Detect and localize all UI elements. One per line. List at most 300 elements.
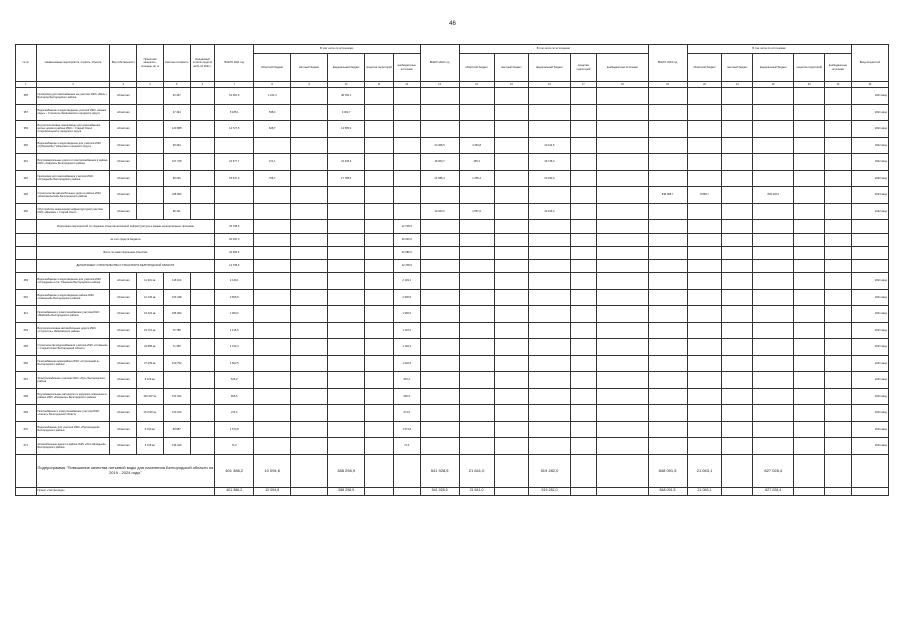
table-cell xyxy=(825,487,852,495)
table-cell xyxy=(420,187,459,204)
table-cell xyxy=(570,487,597,495)
table-cell: 5 010 кв. xyxy=(137,421,164,438)
investment-table xyxy=(15,44,889,496)
table-cell: областная xyxy=(110,104,137,121)
column-number: 12 xyxy=(393,82,420,88)
table-cell: 519 282,0 xyxy=(529,454,570,487)
table-cell xyxy=(365,234,394,247)
section-title: Всего по инвестиционным объектам xyxy=(36,247,215,260)
table-cell xyxy=(722,421,753,438)
table-cell xyxy=(494,289,529,306)
table-cell: 17 788,6 xyxy=(328,170,365,187)
table-cell xyxy=(291,289,328,306)
table-cell: 14 727,5 xyxy=(215,121,254,138)
table-cell xyxy=(570,247,597,260)
table-row xyxy=(16,104,889,121)
table-cell xyxy=(722,104,753,121)
table-cell: 515,2 xyxy=(393,372,420,389)
table-cell xyxy=(459,322,494,339)
table-cell xyxy=(254,322,291,339)
table-cell xyxy=(190,372,215,389)
table-cell xyxy=(597,322,648,339)
table-cell: 1 867,0 xyxy=(459,203,494,220)
table-cell: 120 888 xyxy=(163,121,190,138)
table-cell xyxy=(393,121,420,138)
table-cell xyxy=(420,421,459,438)
table-row xyxy=(16,273,889,290)
table-cell xyxy=(328,187,365,204)
table-cell xyxy=(722,438,753,455)
table-cell: 109 448 xyxy=(163,289,190,306)
table-cell: 2021 ввод xyxy=(851,438,888,455)
table-cell xyxy=(328,355,365,372)
table-cell: 606,5 xyxy=(393,388,420,405)
table-cell xyxy=(570,405,597,422)
table-cell xyxy=(291,88,328,105)
table-cell xyxy=(753,322,794,339)
table-cell xyxy=(365,187,394,204)
row-number: 666 xyxy=(16,355,37,372)
table-cell xyxy=(597,421,648,438)
table-cell xyxy=(494,121,529,138)
table-cell xyxy=(328,438,365,455)
row-number: 357 xyxy=(16,104,37,121)
table-cell xyxy=(687,372,722,389)
table-row xyxy=(16,247,889,260)
table-cell xyxy=(597,289,648,306)
table-cell: 606,5 xyxy=(215,388,254,405)
table-cell xyxy=(190,322,215,339)
table-cell xyxy=(753,273,794,290)
table-cell xyxy=(794,247,825,260)
table-cell xyxy=(420,260,459,273)
table-cell: 95 411 xyxy=(163,203,190,220)
table-cell xyxy=(393,203,420,220)
table-cell xyxy=(722,273,753,290)
table-row xyxy=(16,421,889,438)
table-cell xyxy=(753,260,794,273)
table-cell xyxy=(291,355,328,372)
table-cell xyxy=(393,487,420,495)
table-cell xyxy=(529,88,570,105)
table-cell xyxy=(648,273,687,290)
table-cell xyxy=(459,88,494,105)
table-cell xyxy=(648,121,687,138)
table-cell xyxy=(190,121,215,138)
table-cell xyxy=(365,88,394,105)
header-cost: Сметная стоимость xyxy=(163,45,190,82)
table-cell xyxy=(825,234,852,247)
table-cell xyxy=(825,88,852,105)
table-cell: 21 641,0 xyxy=(459,487,494,495)
section-title: Реализация мероприятий по созданию объектов жилищной инфраструктуры в рамках муниципальных программ xyxy=(36,220,215,234)
table-cell xyxy=(687,247,722,260)
header-source: средства территорий xyxy=(570,54,597,82)
table-cell xyxy=(365,339,394,356)
table-cell: 401 386,2 xyxy=(215,487,254,495)
table-cell xyxy=(597,487,648,495)
table-cell xyxy=(597,154,648,171)
table-cell xyxy=(494,355,529,372)
table-cell: 20 000,0 xyxy=(393,234,420,247)
table-cell xyxy=(687,273,722,290)
object-name: Внутрипоселковые автомобильные дороги ИЖС «Строитель» Яковлевского района xyxy=(36,322,110,339)
table-cell xyxy=(597,203,648,220)
table-cell xyxy=(365,220,394,234)
table-cell xyxy=(494,487,529,495)
table-cell xyxy=(190,137,215,154)
table-cell: 100 307 кв. xyxy=(137,388,164,405)
table-cell: 12 708,9 xyxy=(215,260,254,273)
table-cell xyxy=(529,260,570,273)
table-cell xyxy=(459,187,494,204)
table-cell xyxy=(570,170,597,187)
table-cell xyxy=(648,247,687,260)
table-cell: 21 063,1 xyxy=(687,487,722,495)
header-group-2021: В том числе по источникам: xyxy=(254,45,420,54)
table-cell xyxy=(190,388,215,405)
table-cell: 848 088,7 xyxy=(648,187,687,204)
table-cell: 2022 ввод xyxy=(851,154,888,171)
table-cell: 1 192,3 xyxy=(393,339,420,356)
table-row xyxy=(16,355,889,372)
table-cell xyxy=(825,137,852,154)
table-cell: 2021 ввод xyxy=(851,322,888,339)
table-cell xyxy=(137,187,164,204)
table-cell xyxy=(291,388,328,405)
table-cell xyxy=(753,438,794,455)
object-name: Водоснабжение и водоотведение района ИЖС «Северный» Белгородского района xyxy=(36,289,110,306)
table-cell: областная xyxy=(110,137,137,154)
header-no: № пп xyxy=(16,45,37,82)
header-name: Наименование мероприятия, отрасль, объекта xyxy=(36,45,110,82)
table-cell xyxy=(328,260,365,273)
table-cell xyxy=(254,405,291,422)
table-cell xyxy=(648,260,687,273)
table-cell: 21 063,1 xyxy=(687,454,722,487)
table-cell: 2023 ввод xyxy=(851,187,888,204)
table-cell xyxy=(851,247,888,260)
table-cell xyxy=(597,220,648,234)
header-remaining: Ожидаемый остаток средств на 01.01.2021 г. xyxy=(190,45,215,82)
header-source: внебюджетные источники xyxy=(393,54,420,82)
total-row xyxy=(16,487,889,495)
table-cell: 32 467 xyxy=(163,88,190,105)
table-cell xyxy=(648,339,687,356)
table-cell xyxy=(687,137,722,154)
table-cell xyxy=(459,289,494,306)
table-cell xyxy=(16,454,37,487)
table-cell: 71 356 xyxy=(163,339,190,356)
row-number: 362 xyxy=(16,170,37,187)
table-cell: 2021 ввод xyxy=(851,104,888,121)
table-cell xyxy=(794,438,825,455)
table-cell xyxy=(794,273,825,290)
table-cell xyxy=(648,234,687,247)
table-cell xyxy=(291,322,328,339)
table-cell: 24 677,7 xyxy=(215,154,254,171)
row-number: 670 xyxy=(16,421,37,438)
table-cell xyxy=(420,247,459,260)
page-number: 46 xyxy=(449,21,456,27)
column-number: 17 xyxy=(570,82,597,88)
header-source: средства территорий xyxy=(794,54,825,82)
table-row xyxy=(16,322,889,339)
table-cell xyxy=(291,487,328,495)
table-row xyxy=(16,137,889,154)
table-cell xyxy=(190,438,215,455)
column-number: 4 xyxy=(137,82,164,88)
table-cell xyxy=(851,487,888,495)
table-cell xyxy=(753,372,794,389)
table-cell xyxy=(648,203,687,220)
table-cell: 515,2 xyxy=(215,372,254,389)
header-source: федеральный бюджет xyxy=(328,54,365,82)
table-cell: 1 602,5 xyxy=(393,355,420,372)
column-number: 2 xyxy=(36,82,110,88)
table-cell: 38 494 xyxy=(163,137,190,154)
table-cell xyxy=(254,247,291,260)
table-cell: 2021 ввод xyxy=(851,289,888,306)
table-cell xyxy=(529,104,570,121)
table-cell xyxy=(328,289,365,306)
table-cell xyxy=(722,88,753,105)
table-cell xyxy=(648,438,687,455)
table-cell: 848 091,5 xyxy=(648,454,687,487)
table-row xyxy=(16,187,889,204)
header-source: федеральный бюджет xyxy=(753,54,794,82)
table-cell: 71,0 xyxy=(393,438,420,455)
table-cell: 2022 ввод xyxy=(851,203,888,220)
row-number: 669 xyxy=(16,405,37,422)
table-cell xyxy=(420,405,459,422)
table-cell xyxy=(825,339,852,356)
table-cell xyxy=(190,339,215,356)
row-number: 668 xyxy=(16,388,37,405)
table-cell xyxy=(570,220,597,234)
table-cell xyxy=(190,289,215,306)
table-cell: 1 241,4 xyxy=(254,88,291,105)
table-row xyxy=(16,260,889,273)
table-cell: областная xyxy=(110,322,137,339)
table-cell xyxy=(328,388,365,405)
table-cell xyxy=(529,121,570,138)
table-cell xyxy=(137,154,164,171)
table-cell xyxy=(687,104,722,121)
table-cell xyxy=(648,154,687,171)
table-cell xyxy=(137,137,164,154)
table-cell: 2022 ввод xyxy=(851,137,888,154)
table-cell xyxy=(291,421,328,438)
table-cell: 2021 ввод xyxy=(851,273,888,290)
table-cell: 471,1 xyxy=(254,154,291,171)
table-cell: 274,6 xyxy=(215,405,254,422)
table-cell xyxy=(722,121,753,138)
table-cell xyxy=(570,306,597,323)
table-cell: 839 220,0 xyxy=(753,187,794,204)
table-cell xyxy=(753,220,794,234)
table-cell xyxy=(597,170,648,187)
header-source: областной бюджет xyxy=(254,54,291,82)
table-cell xyxy=(254,339,291,356)
table-cell xyxy=(648,388,687,405)
table-cell xyxy=(459,273,494,290)
header-source: областной бюджет xyxy=(687,54,722,82)
table-cell xyxy=(687,121,722,138)
table-cell xyxy=(365,203,394,220)
table-cell xyxy=(794,372,825,389)
row-number: 360 xyxy=(16,137,37,154)
table-cell xyxy=(459,247,494,260)
table-cell: 2021 ввод xyxy=(851,372,888,389)
column-number: 8 xyxy=(254,82,291,88)
row-number: 483 xyxy=(16,273,37,290)
table-cell xyxy=(291,260,328,273)
table-cell xyxy=(420,88,459,105)
table-cell xyxy=(597,454,648,487)
object-name: Водоснабжение и водоотведение участков ИЖС «Новые сады» г. Строитель Яковлевского городского округа xyxy=(36,104,110,121)
table-cell xyxy=(570,187,597,204)
table-cell xyxy=(494,372,529,389)
table-cell xyxy=(529,187,570,204)
table-cell xyxy=(420,273,459,290)
table-cell: 10 094,6 xyxy=(254,487,291,495)
table-cell xyxy=(794,154,825,171)
table-cell xyxy=(393,154,420,171)
table-cell xyxy=(825,187,852,204)
table-cell: областная xyxy=(110,121,137,138)
table-cell xyxy=(291,121,328,138)
table-cell xyxy=(459,388,494,405)
table-cell xyxy=(365,421,394,438)
table-cell xyxy=(137,170,164,187)
table-cell xyxy=(254,220,291,234)
table-cell: 1 574,8 xyxy=(393,421,420,438)
table-cell xyxy=(215,187,254,204)
table-cell xyxy=(570,438,597,455)
table-cell xyxy=(794,421,825,438)
table-cell xyxy=(597,137,648,154)
header-source: местный бюджет xyxy=(291,54,328,82)
header-group-2023: В том числе по источникам: xyxy=(687,45,851,54)
table-cell xyxy=(687,220,722,234)
object-name: Автомобильные дороги в районе ИЖС «Юго-Западный» Белгородского района xyxy=(36,438,110,455)
table-cell xyxy=(825,388,852,405)
table-cell xyxy=(494,454,529,487)
header-source: средства территорий xyxy=(365,54,394,82)
table-row xyxy=(16,234,889,247)
table-cell xyxy=(648,372,687,389)
table-cell xyxy=(722,339,753,356)
table-cell xyxy=(420,289,459,306)
table-cell: 541 928,5 xyxy=(420,454,459,487)
table-cell: 3 332,7 xyxy=(328,104,365,121)
table-cell xyxy=(254,421,291,438)
table-cell xyxy=(529,421,570,438)
table-cell xyxy=(825,322,852,339)
table-cell: областная xyxy=(110,289,137,306)
table-cell xyxy=(459,372,494,389)
row-number: 611 xyxy=(16,306,37,323)
table-cell xyxy=(291,203,328,220)
object-name: Газопровод для газоснабжения на участках ИЖС «Виж» г. Белгород Белгородского района xyxy=(36,88,110,105)
table-cell: областная xyxy=(110,273,137,290)
table-cell: 10 094,6 xyxy=(254,454,291,487)
column-number: 15 xyxy=(494,82,529,88)
row-number: 655 xyxy=(16,339,37,356)
table-cell xyxy=(825,247,852,260)
table-cell: областная xyxy=(110,187,137,204)
table-cell xyxy=(254,388,291,405)
table-cell xyxy=(291,154,328,171)
table-cell xyxy=(365,247,394,260)
table-cell xyxy=(137,203,164,220)
table-cell xyxy=(459,234,494,247)
table-cell xyxy=(687,438,722,455)
table-cell xyxy=(254,234,291,247)
table-cell xyxy=(722,137,753,154)
table-cell xyxy=(365,273,394,290)
table-cell xyxy=(190,421,215,438)
table-cell: 107 478 xyxy=(163,154,190,171)
table-cell xyxy=(825,154,852,171)
table-cell xyxy=(597,372,648,389)
table-cell xyxy=(825,121,852,138)
object-name: Водоснабжение и водоотведение для участков ИЖС «Губкинский» Губкинского городского округа xyxy=(36,137,110,154)
table-cell xyxy=(254,260,291,273)
header-source: федеральный бюджет xyxy=(529,54,570,82)
table-cell xyxy=(570,421,597,438)
table-cell xyxy=(529,273,570,290)
table-cell xyxy=(459,438,494,455)
table-cell: 2021 ввод xyxy=(851,405,888,422)
table-cell xyxy=(648,405,687,422)
table-cell xyxy=(190,405,215,422)
table-cell xyxy=(794,289,825,306)
table-cell xyxy=(291,220,328,234)
table-cell: 1 255,4 xyxy=(459,170,494,187)
table-cell: 21 588,4 xyxy=(420,170,459,187)
table-cell xyxy=(722,247,753,260)
total-name: Проект «Чистая вода» xyxy=(36,487,215,495)
table-cell: 46 745,4 xyxy=(529,154,570,171)
table-cell xyxy=(794,187,825,204)
header-source: внебюджетные источники xyxy=(597,54,648,82)
table-cell: 1 960,0 xyxy=(393,306,420,323)
table-cell xyxy=(722,260,753,273)
header-group-2022: В том числе по источникам: xyxy=(459,45,648,54)
table-cell: 2021 ввод xyxy=(851,88,888,105)
table-cell xyxy=(597,273,648,290)
object-name: Внутрипоселковые газопроводы для газоснабжения жилых домов в районе ИЖС г. Старый Оскол Старооскольского городского округа xyxy=(36,121,110,138)
table-cell xyxy=(190,170,215,187)
table-cell xyxy=(825,454,852,487)
table-cell xyxy=(365,355,394,372)
table-cell xyxy=(291,234,328,247)
table-cell xyxy=(215,203,254,220)
table-cell xyxy=(420,438,459,455)
table-cell xyxy=(16,487,37,495)
table-cell: 388 298,9 xyxy=(328,454,365,487)
table-cell: 2021 ввод xyxy=(851,388,888,405)
table-cell xyxy=(529,372,570,389)
table-cell xyxy=(137,121,164,138)
table-cell: 42 083,6 xyxy=(215,247,254,260)
table-cell xyxy=(825,372,852,389)
table-cell: 3 454,8 xyxy=(459,137,494,154)
table-cell xyxy=(722,355,753,372)
table-cell xyxy=(529,388,570,405)
